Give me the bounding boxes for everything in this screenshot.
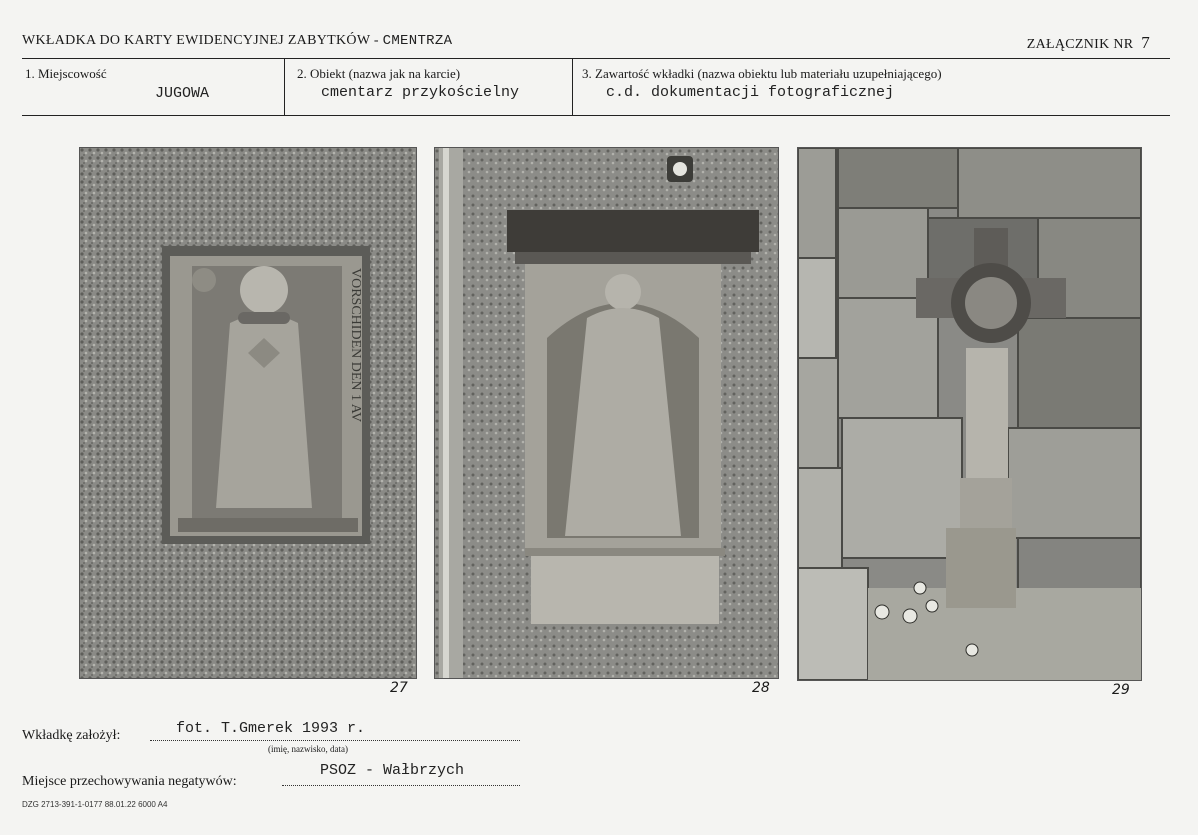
storage-underline <box>282 785 520 786</box>
photo-child-epitaph <box>79 147 417 679</box>
founder-hint: (imię, nazwisko, data) <box>268 744 348 754</box>
founder-underline <box>150 740 520 741</box>
title-printed: WKŁADKA DO KARTY EWIDENCYJNEJ ZABYTKÓW - <box>22 33 379 48</box>
epitaph-inscription: VORSCHIDEN DEN 1 AV <box>348 268 363 423</box>
header-rule-top <box>22 58 1170 59</box>
photo-number-27: 27 <box>390 680 408 696</box>
annex-number: 7 <box>1141 33 1150 52</box>
document-title <box>22 33 452 49</box>
field-divider-2 <box>572 58 573 115</box>
photo-grave-cross <box>797 147 1142 681</box>
field-divider-1 <box>284 58 285 115</box>
annex-text: ZAŁĄCZNIK NR <box>1026 37 1134 52</box>
place-value: JUGOWA <box>155 85 210 102</box>
title-typed: CMENTRZA <box>382 33 453 49</box>
photo-number-29: 29 <box>1112 682 1130 698</box>
annex-label <box>1027 33 1150 53</box>
photo-woman-epitaph <box>434 147 779 679</box>
contents-label: 3. Zawartość wkładki (nazwa obiektu lub materiału uzupełniającego) <box>582 66 942 81</box>
object-value: cmentarz przykościelny <box>321 84 520 101</box>
print-code: DZG 2713-391-1-0177 88.01.22 6000 A4 <box>22 800 168 809</box>
header-rule-bottom <box>22 115 1170 116</box>
founder-value: fot. T.Gmerek 1993 r. <box>176 720 366 737</box>
place-label: 1. Miejscowość <box>25 66 107 81</box>
object-label: 2. Obiekt (nazwa jak na karcie) <box>297 66 461 81</box>
photo-number-28: 28 <box>752 680 770 696</box>
storage-value: PSOZ - Wałbrzych <box>320 762 465 779</box>
storage-label: Miejsce przechowywania negatywów: <box>22 774 237 789</box>
founder-label: Wkładkę założył: <box>22 728 121 743</box>
contents-value: c.d. dokumentacji fotograficznej <box>606 84 895 101</box>
